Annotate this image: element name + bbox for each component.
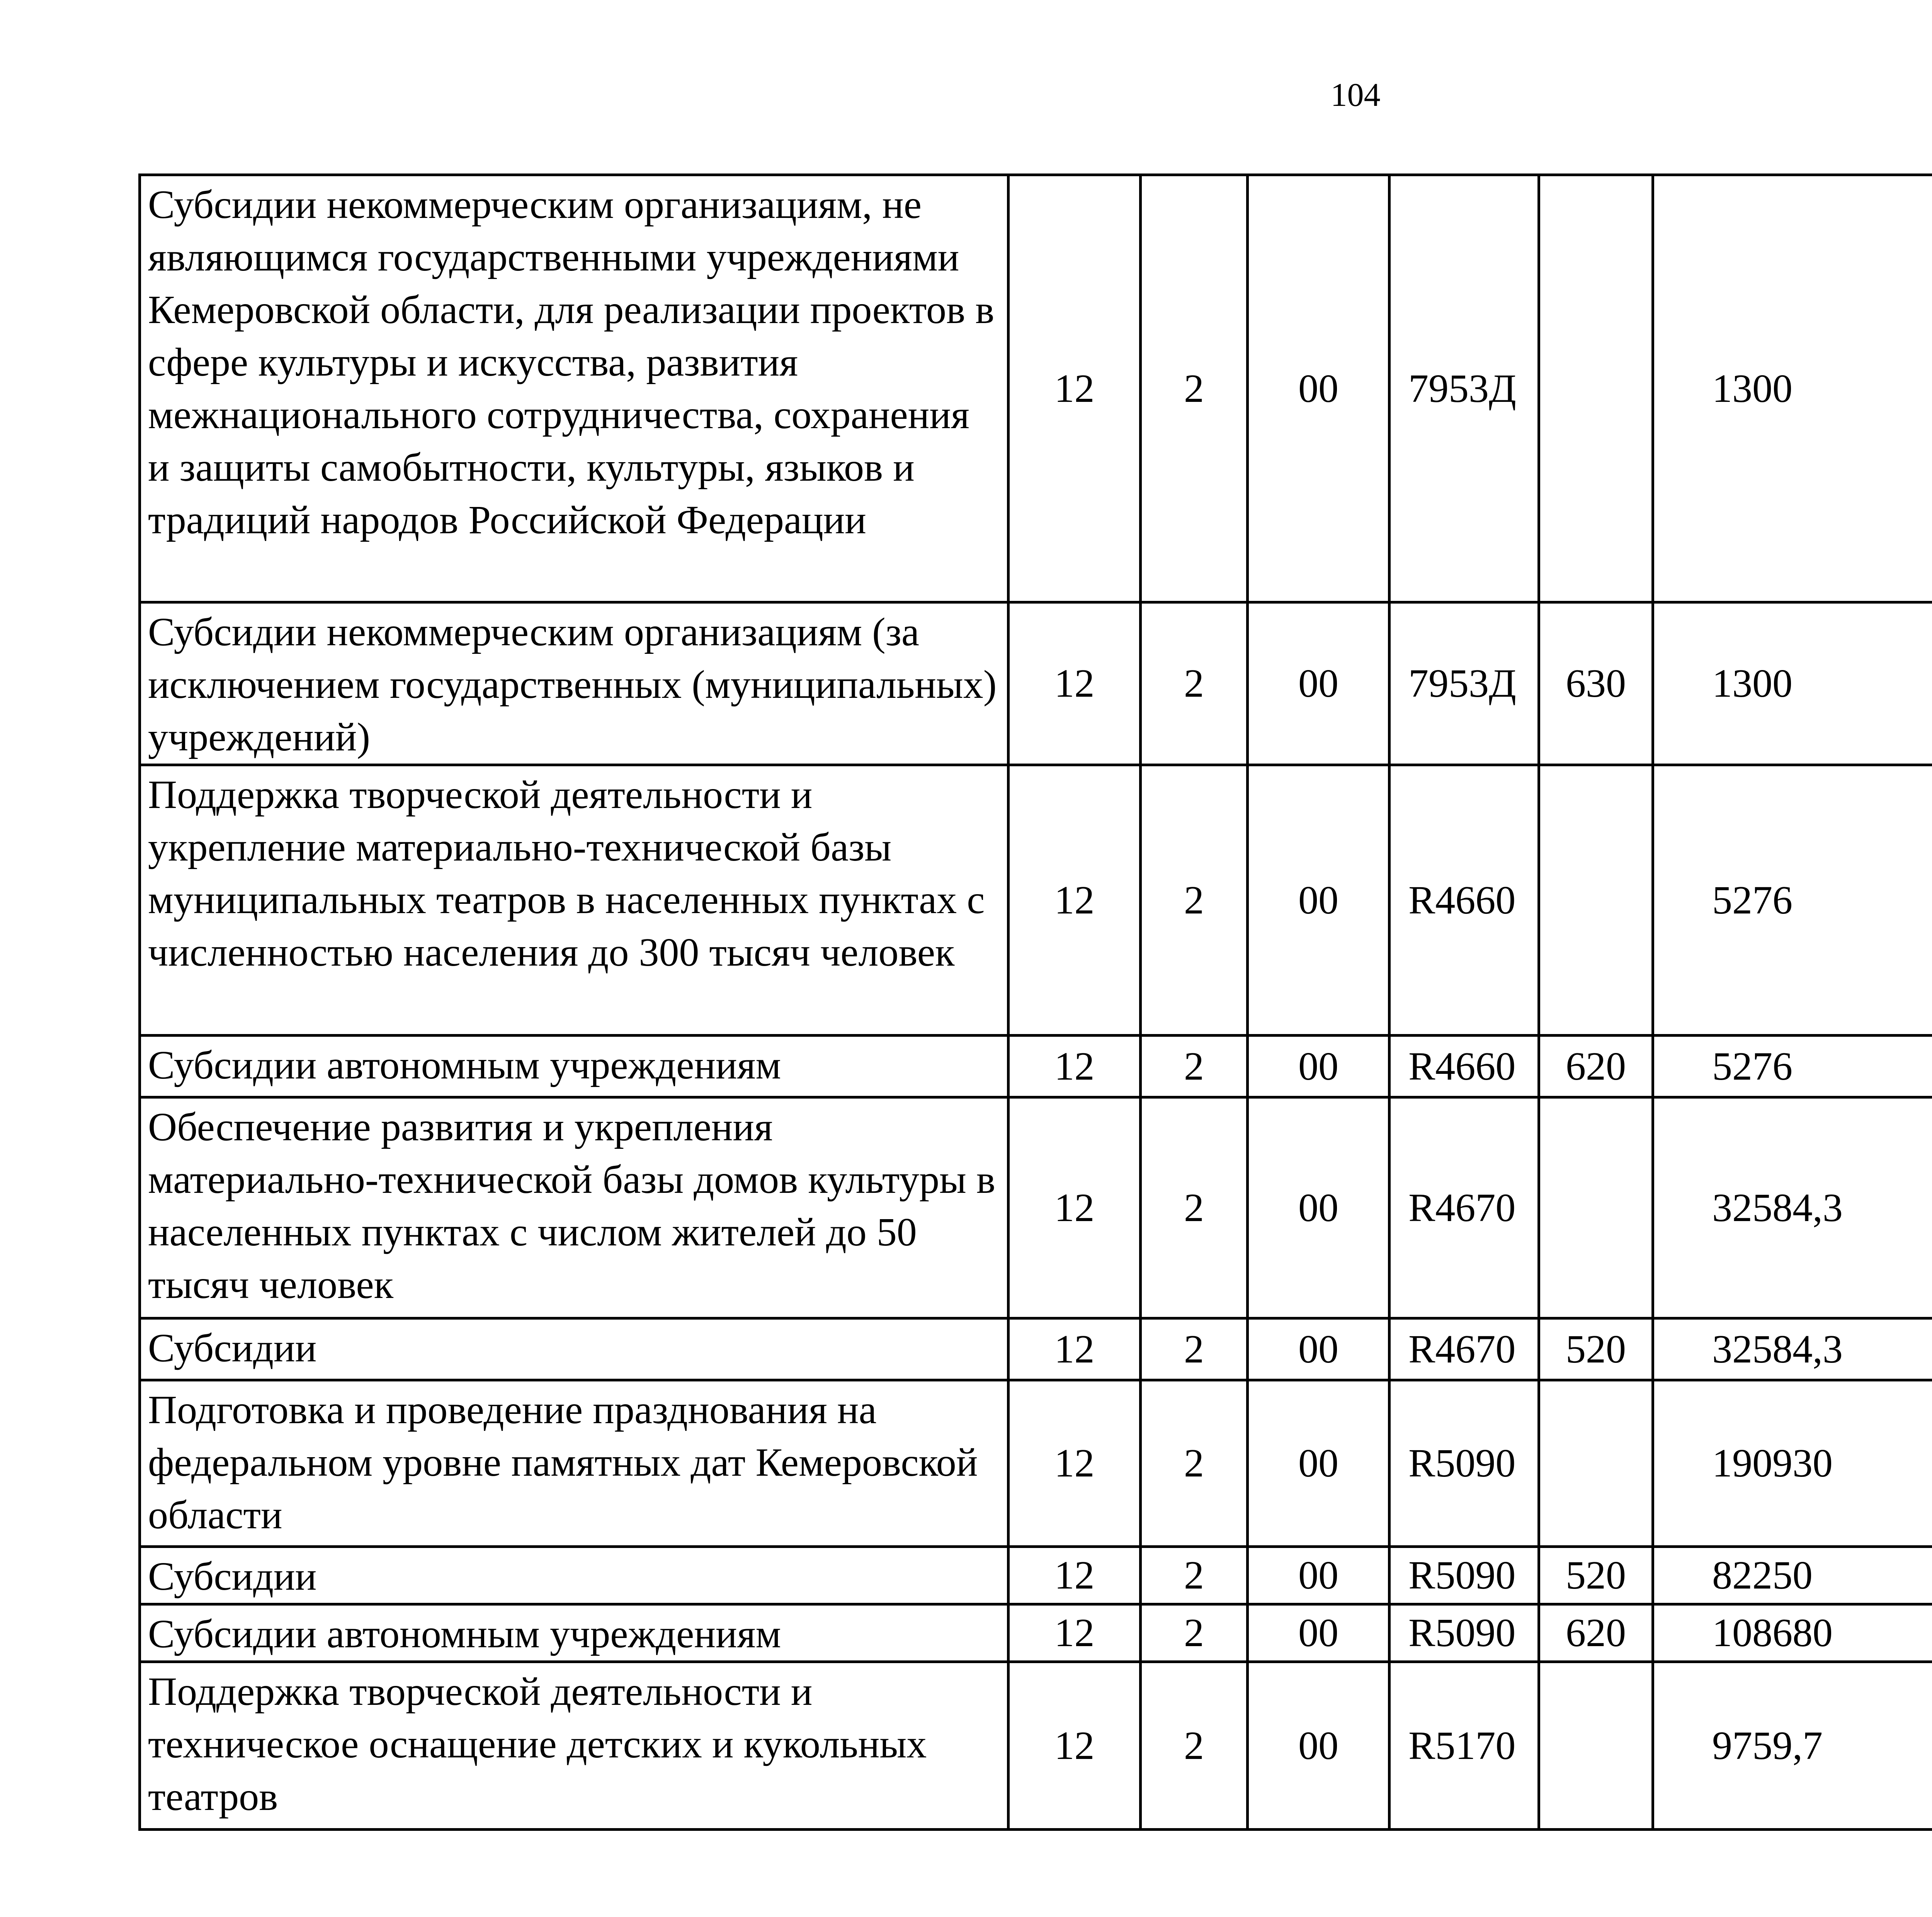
row-name-cell: Субсидии некоммерческим организациям, не являющимся государственными учреждениями Кемеровской области, для реализации проектов в сфере культуры и искусства, развития межнационального сотрудничества, сохранения и защиты самобытности, культуры, языков и традиций народов Российской Федерации [140,175,1009,602]
expense-type-cell: 620 [1539,1604,1653,1662]
target-article-cell: R5090 [1389,1604,1539,1662]
program-code-cell: 00 [1248,1662,1389,1830]
section-code-cell: 12 [1009,602,1141,765]
expense-type-cell [1539,175,1653,602]
amount-year-1-cell: 5276 [1653,765,1932,1036]
amount-year-1-cell: 32584,3 [1653,1318,1932,1380]
table-row [140,1097,1932,1318]
table-row [140,1662,1932,1830]
expense-type-cell [1539,765,1653,1036]
row-name-cell: Поддержка творческой деятельности и укрепление материально-технической базы муниципальных театров в населенных пунктах с численностью населения до 300 тысяч человек [140,765,1009,1036]
target-article-cell: R5170 [1389,1662,1539,1830]
row-name-cell: Субсидии автономным учреждениям [140,1604,1009,1662]
subsection-code-cell: 2 [1141,765,1248,1036]
section-code-cell: 12 [1009,1662,1141,1830]
table-row [140,1318,1932,1380]
amount-year-1-cell: 82250 [1653,1547,1932,1604]
program-code-cell: 00 [1248,1604,1389,1662]
program-code-cell: 00 [1248,1318,1389,1380]
target-article-cell: 7953Д [1389,602,1539,765]
amount-year-1-cell: 9759,7 [1653,1662,1932,1830]
row-name-cell: Субсидии [140,1318,1009,1380]
expense-type-cell: 520 [1539,1318,1653,1380]
amount-year-1-cell: 1300 [1653,602,1932,765]
row-name-cell: Поддержка творческой деятельности и техническое оснащение детских и кукольных театров [140,1662,1009,1830]
amount-year-1-cell: 190930 [1653,1380,1932,1547]
target-article-cell: R4660 [1389,765,1539,1036]
amount-year-1-cell: 108680 [1653,1604,1932,1662]
subsection-code-cell: 2 [1141,1036,1248,1097]
table-row [140,602,1932,765]
subsection-code-cell: 2 [1141,1380,1248,1547]
target-article-cell: 7953Д [1389,175,1539,602]
program-code-cell: 00 [1248,1380,1389,1547]
table-row [140,1380,1932,1547]
row-name-cell: Субсидии автономным учреждениям [140,1036,1009,1097]
row-name-cell: Подготовка и проведение празднования на федеральном уровне памятных дат Кемеровской области [140,1380,1009,1547]
target-article-cell: R4670 [1389,1318,1539,1380]
section-code-cell: 12 [1009,1604,1141,1662]
expense-type-cell: 630 [1539,602,1653,765]
subsection-code-cell: 2 [1141,1662,1248,1830]
row-name-cell: Субсидии [140,1547,1009,1604]
table-row [140,765,1932,1036]
subsection-code-cell: 2 [1141,1318,1248,1380]
subsection-code-cell: 2 [1141,175,1248,602]
subsection-code-cell: 2 [1141,1547,1248,1604]
section-code-cell: 12 [1009,1036,1141,1097]
table-row [140,1036,1932,1097]
program-code-cell: 00 [1248,1097,1389,1318]
expense-type-cell: 520 [1539,1547,1653,1604]
amount-year-1-cell: 32584,3 [1653,1097,1932,1318]
program-code-cell: 00 [1248,765,1389,1036]
amount-year-1-cell: 1300 [1653,175,1932,602]
program-code-cell: 00 [1248,602,1389,765]
table-row [140,1604,1932,1662]
section-code-cell: 12 [1009,765,1141,1036]
target-article-cell: R4660 [1389,1036,1539,1097]
section-code-cell: 12 [1009,1318,1141,1380]
program-code-cell: 00 [1248,1036,1389,1097]
row-name-cell: Субсидии некоммерческим организациям (за исключением государственных (муниципальных) учреждений) [140,602,1009,765]
expense-type-cell [1539,1662,1653,1830]
program-code-cell: 00 [1248,1547,1389,1604]
amount-year-1-cell: 5276 [1653,1036,1932,1097]
target-article-cell: R4670 [1389,1097,1539,1318]
expense-type-cell: 620 [1539,1036,1653,1097]
target-article-cell: R5090 [1389,1380,1539,1547]
subsection-code-cell: 2 [1141,602,1248,765]
budget-table [138,173,1932,1831]
target-article-cell: R5090 [1389,1547,1539,1604]
subsection-code-cell: 2 [1141,1604,1248,1662]
page-number: 104 [1330,76,1381,113]
program-code-cell: 00 [1248,175,1389,602]
expense-type-cell [1539,1380,1653,1547]
section-code-cell: 12 [1009,1097,1141,1318]
section-code-cell: 12 [1009,175,1141,602]
table-row [140,1547,1932,1604]
section-code-cell: 12 [1009,1547,1141,1604]
section-code-cell: 12 [1009,1380,1141,1547]
expense-type-cell [1539,1097,1653,1318]
table-row [140,175,1932,602]
subsection-code-cell: 2 [1141,1097,1248,1318]
row-name-cell: Обеспечение развития и укрепления материально-технической базы домов культуры в населенных пунктах с числом жителей до 50 тысяч человек [140,1097,1009,1318]
